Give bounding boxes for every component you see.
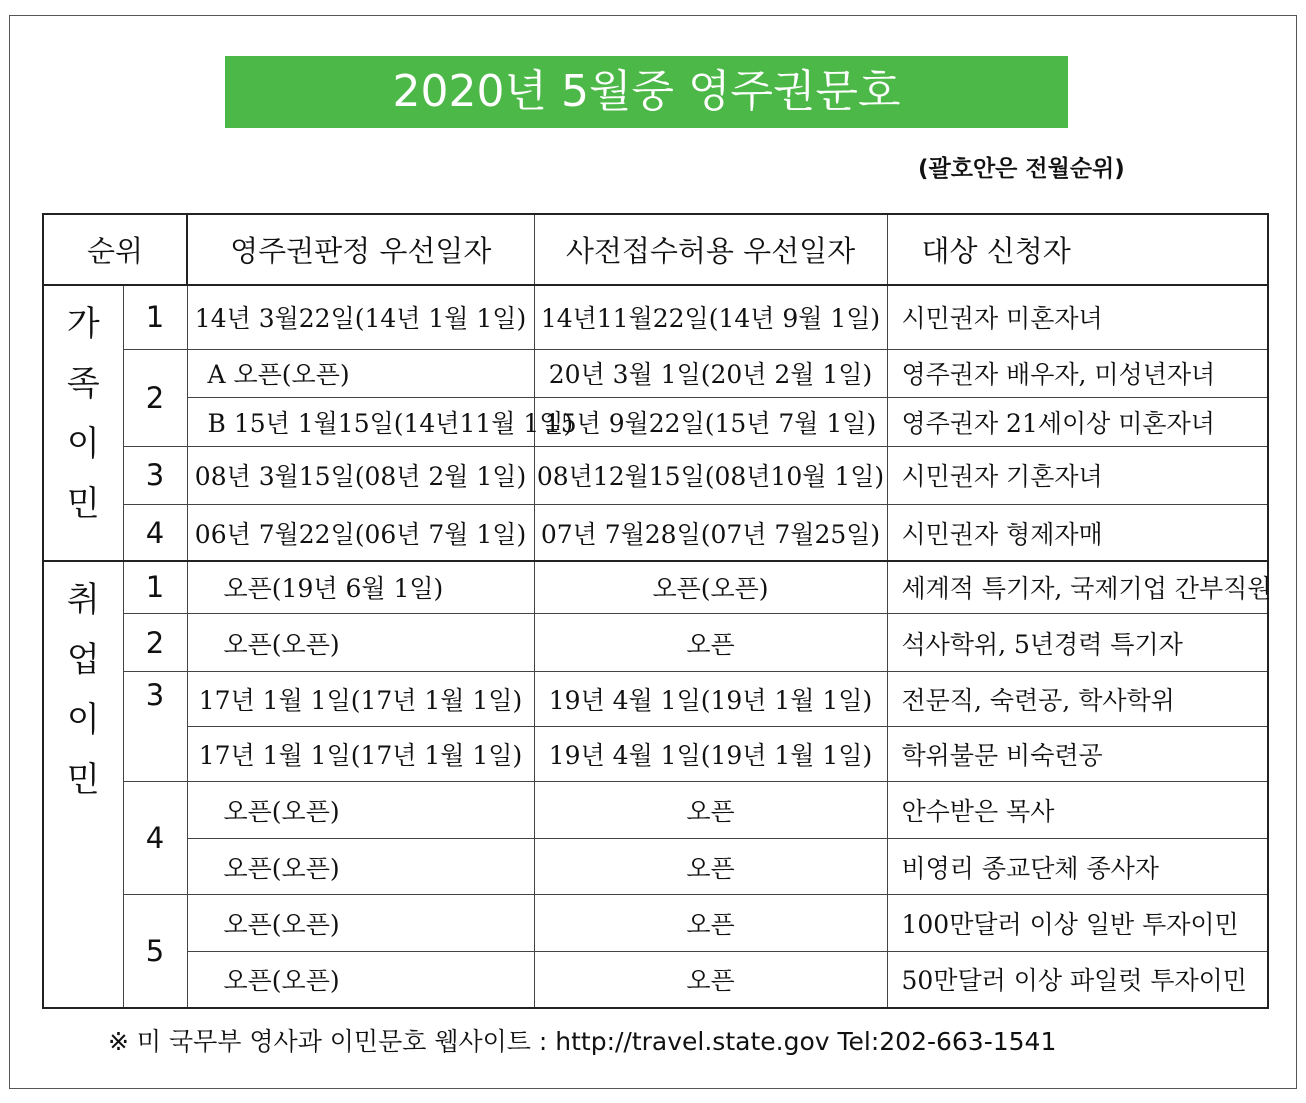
applicant-cell: 비영리 종교단체 종사자 [887, 838, 1268, 894]
applicant-cell: 시민권자 기혼자녀 [887, 446, 1268, 505]
final-action-cell: 오픈(오픈) [187, 895, 534, 951]
table-row [43, 561, 1268, 613]
table-row [43, 285, 1268, 350]
applicant-cell: 석사학위, 5년경력 특기자 [887, 613, 1268, 672]
applicant-cell: 세계적 특기자, 국제기업 간부직원 [887, 561, 1268, 613]
final-action-cell: 14년 3월22일(14년 1월 1일) [187, 285, 534, 350]
final-action-cell: 오픈(오픈) [187, 951, 534, 1008]
applicant-cell: 학위불문 비숙련공 [887, 726, 1268, 781]
table-row [43, 613, 1268, 672]
table-row [43, 838, 1268, 894]
filing-date-cell: 오픈(오픈) [534, 561, 887, 613]
applicant-cell: 시민권자 미혼자녀 [901, 304, 1103, 334]
filing-date-cell: 08년12월15일(08년10월 1일) [534, 446, 887, 505]
final-action-cell: 17년 1월 1일(17년 1월 1일) [187, 726, 534, 781]
final-action-cell: 오픈(오픈) [187, 838, 534, 894]
table-row [43, 349, 1268, 397]
filing-date-cell: 19년 4월 1일(19년 1월 1일) [534, 726, 887, 781]
rank-cell: 1 [123, 285, 187, 350]
employment-group-label: 취 업 이 민 [43, 561, 123, 1008]
rank-cell: 2 [123, 613, 187, 672]
header-rank: 순위 [43, 214, 187, 285]
rank-cell: 3 [123, 446, 187, 505]
filing-date-cell: 07년 7월28일(07년 7월25일) [534, 505, 887, 561]
bracket-note: (괄호안은 전월순위) [918, 156, 1125, 182]
final-action-cell: 06년 7월22일(06년 7월 1일) [187, 505, 534, 561]
rank-cell: 2 [123, 349, 187, 446]
filing-date-cell: 오픈 [534, 613, 887, 672]
visa-bulletin-table [42, 213, 1272, 1009]
rank-cell: 1 [123, 561, 187, 613]
filing-date-cell: 19년 4월 1일(19년 1월 1일) [534, 672, 887, 726]
footer-website-note: ※ 미 국무부 영사과 이민문호 웹사이트 : http://travel.state.gov Tel:202-663-1541 [108, 1027, 1057, 1056]
final-action-cell: 17년 1월 1일(17년 1월 1일) [187, 672, 534, 726]
final-action-cell: 오픈(오픈) [187, 782, 534, 838]
table-row [43, 726, 1268, 781]
final-action-cell: 오픈(오픈) [187, 613, 534, 672]
family-group-label: 가 족 이 민 [43, 285, 123, 561]
filing-date-cell: 14년11월22일(14년 9월 1일) [534, 285, 887, 350]
applicant-cell: 시민권자 형제자매 [887, 505, 1268, 561]
rank-cell: 3 [123, 672, 187, 782]
table-row [43, 505, 1268, 561]
header-final-action-date: 영주권판정 우선일자 [187, 214, 534, 285]
final-action-cell: A 오픈(오픈) [187, 349, 534, 397]
applicant-cell: 100만달러 이상 일반 투자이민 [887, 895, 1268, 951]
rank-cell: 5 [123, 895, 187, 1008]
applicant-cell: 50만달러 이상 파일럿 투자이민 [887, 951, 1268, 1008]
header-filing-date: 사전접수허용 우선일자 [534, 214, 887, 285]
rank-cell: 4 [123, 505, 187, 561]
applicant-cell: 전문직, 숙련공, 학사학위 [887, 672, 1268, 726]
applicant-cell: 영주권자 배우자, 미성년자녀 [887, 349, 1268, 397]
rank-cell: 4 [123, 782, 187, 895]
filing-date-cell: 20년 3월 1일(20년 2월 1일) [534, 349, 887, 397]
table-row [43, 398, 1268, 446]
filing-date-cell: 오픈 [534, 838, 887, 894]
header-applicants: 대상 신청자 [887, 214, 1268, 285]
filing-date-cell: 15년 9월22일(15년 7월 1일) [534, 398, 887, 446]
applicant-cell: 영주권자 21세이상 미혼자녀 [887, 398, 1268, 446]
table-row [43, 446, 1268, 505]
filing-date-cell: 오픈 [534, 782, 887, 838]
filing-date-cell: 오픈 [534, 895, 887, 951]
final-action-cell: B 15년 1월15일(14년11월 1일) [187, 398, 534, 446]
applicant-cell: 안수받은 목사 [887, 782, 1268, 838]
table-row [43, 895, 1268, 951]
table-row [43, 951, 1268, 1008]
final-action-cell: 오픈(19년 6월 1일) [187, 561, 534, 613]
page-title: 2020년 5월중 영주권문호 [225, 56, 1068, 128]
table-row [43, 782, 1268, 838]
table-row [43, 672, 1268, 726]
filing-date-cell: 오픈 [534, 951, 887, 1008]
final-action-cell: 08년 3월15일(08년 2월 1일) [187, 446, 534, 505]
header-row [43, 214, 1268, 285]
